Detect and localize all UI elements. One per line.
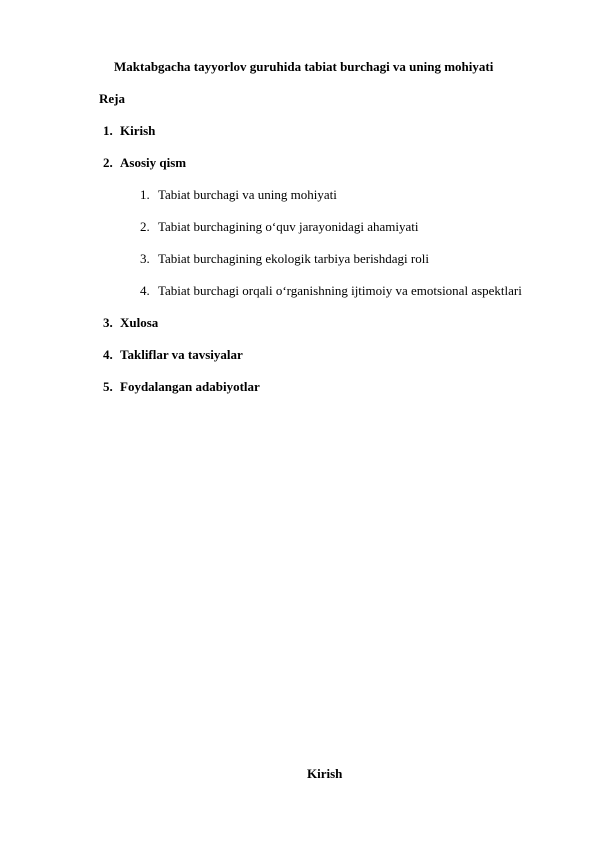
plan-item-number: 4. — [103, 347, 113, 362]
subitem-1 — [140, 187, 337, 203]
subitem-number: 3. — [140, 251, 150, 266]
plan-item-5 — [103, 379, 260, 395]
plan-item-label: Kirish — [120, 123, 156, 138]
subitem-label: Tabiat burchagi orqali o‘rganishning ijtimoiy va emotsional aspektlari — [158, 283, 522, 298]
plan-item-label: Xulosa — [120, 315, 159, 330]
plan-item-2 — [103, 155, 186, 171]
subitem-number: 1. — [140, 187, 150, 202]
plan-item-3 — [103, 315, 158, 331]
subitem-label: Tabiat burchagining o‘quv jarayonidagi ahamiyati — [158, 219, 419, 234]
plan-item-number: 5. — [103, 379, 113, 394]
subitem-3 — [140, 251, 429, 267]
plan-item-1 — [103, 123, 155, 139]
section-heading: Kirish — [307, 766, 343, 781]
subitem-4 — [140, 283, 522, 299]
document-title: Maktabgacha tayyorlov guruhida tabiat burchagi va uning mohiyati — [114, 59, 494, 74]
plan-item-label: Foydalangan adabiyotlar — [120, 379, 260, 394]
plan-item-4 — [103, 347, 243, 363]
plan-item-number: 3. — [103, 315, 113, 330]
plan-item-number: 2. — [103, 155, 113, 170]
subitem-number: 2. — [140, 219, 150, 234]
subitem-label: Tabiat burchagining ekologik tarbiya berishdagi roli — [158, 251, 429, 266]
subitem-number: 4. — [140, 283, 150, 298]
plan-item-label: Takliflar va tavsiyalar — [120, 347, 243, 362]
subitem-label: Tabiat burchagi va uning mohiyati — [158, 187, 337, 202]
plan-heading: Reja — [99, 91, 125, 106]
plan-item-label: Asosiy qism — [120, 155, 187, 170]
plan-item-number: 1. — [103, 123, 113, 138]
subitem-2 — [140, 219, 418, 235]
